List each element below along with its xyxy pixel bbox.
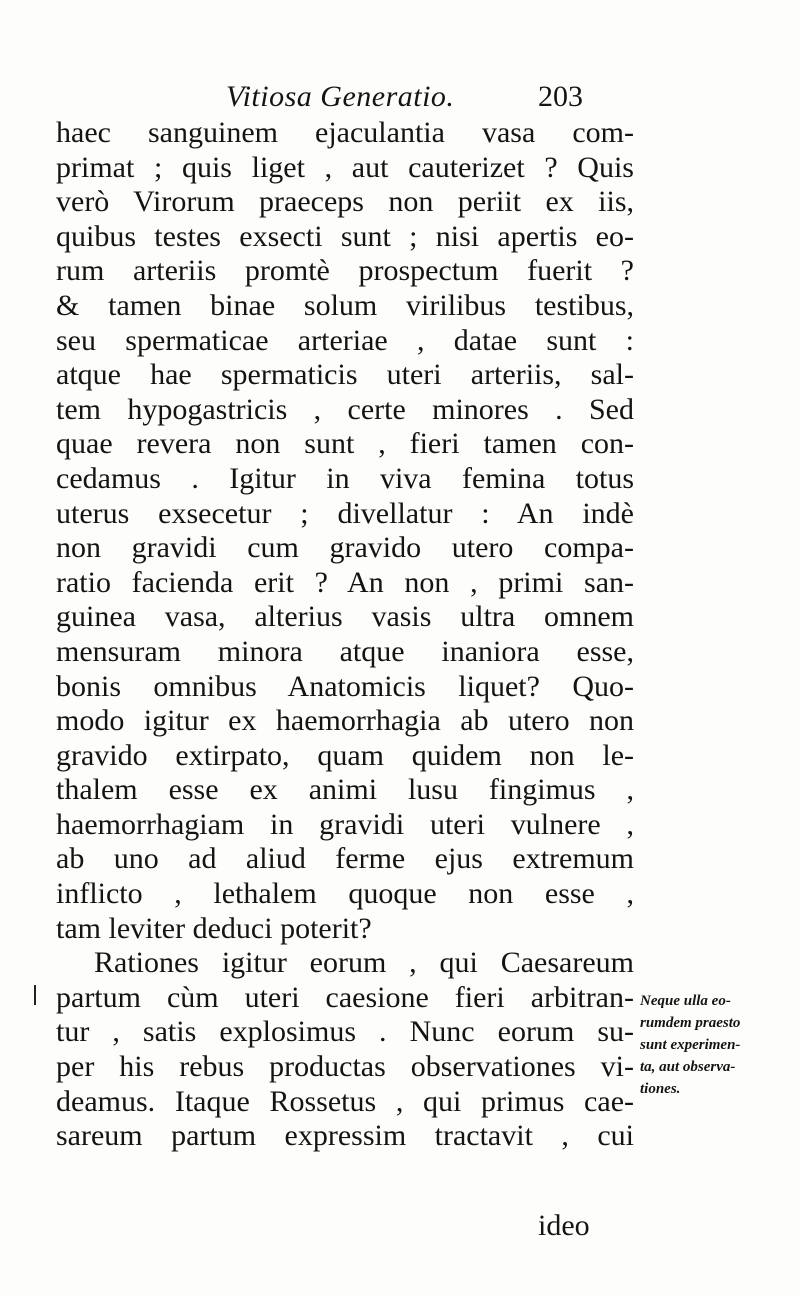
text-line: cedamus . Igitur in viva femina totus [56, 461, 634, 495]
body-text [56, 116, 634, 1154]
text-line: non gravidi cum gravido utero compa- [56, 531, 634, 565]
text-line: uterus exsecetur ; divellatur : An indè [56, 496, 634, 530]
running-head: Vitiosa Generatio. [226, 80, 455, 113]
text-line: primat ; quis liget , aut cauterizet ? Quis [56, 150, 634, 184]
text-line: ab uno ad aliud ferme ejus extremum [56, 842, 634, 876]
text-line: & tamen binae solum virilibus testibus, [56, 288, 634, 322]
text-line: tem hypogastricis , certe minores . Sed [56, 392, 634, 426]
text-line: modo igitur ex haemorrhagia ab utero non [56, 704, 634, 738]
margin-note [640, 990, 800, 1100]
text-line: bonis omnibus Anatomicis liquet? Quo- [56, 669, 634, 703]
text-line: quae revera non sunt , fieri tamen con- [56, 427, 634, 461]
text-line: haemorrhagiam in gravidi uteri vulnere , [56, 807, 634, 841]
paragraph-end-line: tam leviter deduci poterit? [56, 911, 372, 945]
margin-note-line: tiones. [640, 1081, 681, 1097]
catchword: ideo [538, 1209, 590, 1242]
text-line: haec sanguinem ejaculantia vasa com- [56, 116, 634, 149]
text-line: guinea vasa, alterius vasis ultra omnem [56, 600, 634, 634]
margin-note-line: ta, aut observa- [640, 1059, 736, 1075]
text-line: tur , satis explosimus . Nunc eorum su- [56, 1015, 634, 1049]
page-header [60, 76, 630, 118]
text-line: per his rebus productas observationes vi- [56, 1050, 634, 1084]
text-line: inflicto , lethalem quoque non esse , [56, 877, 634, 911]
text-line: verò Virorum praeceps non periit ex iis, [56, 185, 634, 219]
text-line: gravido extirpato, quam quidem non le- [56, 738, 634, 772]
text-line: seu spermaticae arteriae , datae sunt : [56, 323, 634, 357]
text-line: rum arteriis promtè prospectum fuerit ? [56, 254, 634, 288]
text-line: mensuram minora atque inaniora esse, [56, 634, 634, 668]
text-line: partum cùm uteri caesione fieri arbitran- [56, 980, 634, 1014]
text-line: quibus testes exsecti sunt ; nisi apertis eo- [56, 219, 634, 253]
margin-mark [34, 985, 36, 1005]
text-line: ratio facienda erit ? An non , primi san- [56, 565, 634, 599]
margin-note-line: Neque ulla eo- [640, 993, 731, 1009]
text-line: sareum partum expressim tractavit , cui [56, 1119, 634, 1153]
text-line: deamus. Itaque Rossetus , qui primus cae- [56, 1084, 634, 1118]
page-number: 203 [538, 80, 583, 113]
margin-note-line: rumdem praesto [640, 1015, 741, 1031]
text-line: atque hae spermaticis uteri arteriis, sal- [56, 358, 634, 392]
text-line: thalem esse ex animi lusu fingimus , [56, 773, 634, 807]
margin-note-line: sunt experimen- [640, 1037, 741, 1053]
paragraph-start-line: Rationes igitur eorum , qui Caesareum [94, 946, 634, 980]
